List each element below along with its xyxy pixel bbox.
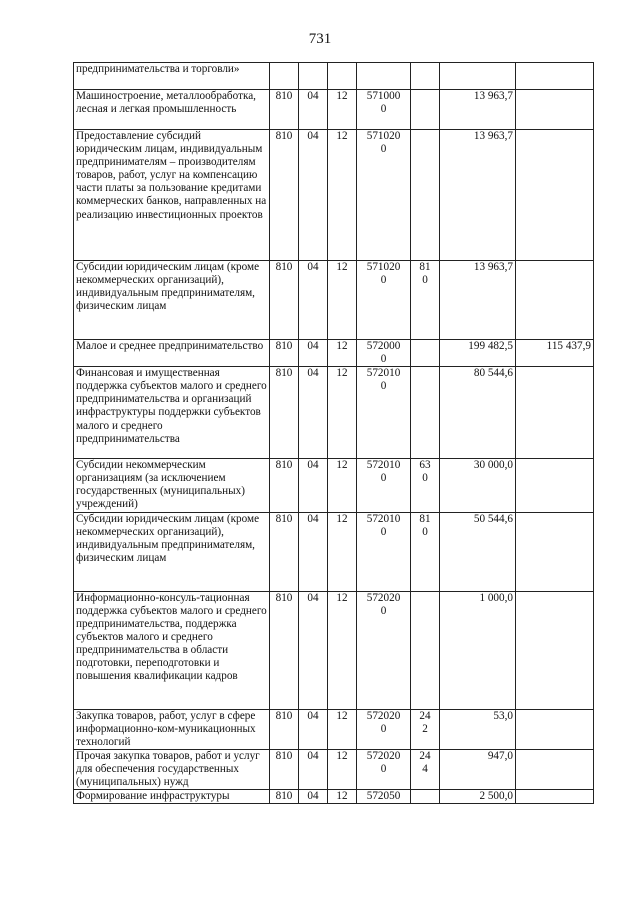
budget-table-body bbox=[74, 63, 594, 804]
table-row bbox=[74, 459, 594, 512]
admin-code-cell: 810 bbox=[270, 749, 299, 789]
expense-type-cell: 63 0 bbox=[411, 459, 440, 512]
section-cell: 04 bbox=[299, 261, 328, 340]
target-article-cell: 572010 0 bbox=[357, 367, 411, 459]
section-cell: 04 bbox=[299, 340, 328, 367]
table-row bbox=[74, 340, 594, 367]
amount-cell: 13 963,7 bbox=[440, 130, 516, 261]
row-name-cell: предпринимательства и торговли» bbox=[74, 63, 270, 90]
subsection-cell: 12 bbox=[328, 591, 357, 709]
row-name-cell: Субсидии юридическим лицам (кроме некоммерческих организаций), индивидуальным предпринимателям, физическим лицам bbox=[74, 261, 270, 340]
target-article-cell bbox=[357, 63, 411, 90]
subsection-cell: 12 bbox=[328, 340, 357, 367]
amount-2-cell bbox=[516, 63, 594, 90]
table-row bbox=[74, 790, 594, 804]
amount-2-cell bbox=[516, 790, 594, 804]
amount-cell: 13 963,7 bbox=[440, 261, 516, 340]
admin-code-cell: 810 bbox=[270, 790, 299, 804]
amount-cell: 199 482,5 bbox=[440, 340, 516, 367]
amount-cell: 1 000,0 bbox=[440, 591, 516, 709]
expense-type-cell bbox=[411, 130, 440, 261]
admin-code-cell: 810 bbox=[270, 459, 299, 512]
amount-2-cell bbox=[516, 709, 594, 749]
page-number: 731 bbox=[308, 31, 332, 47]
section-cell: 04 bbox=[299, 130, 328, 261]
section-cell: 04 bbox=[299, 591, 328, 709]
subsection-cell: 12 bbox=[328, 749, 357, 789]
target-article-cell: 571020 0 bbox=[357, 130, 411, 261]
amount-2-cell bbox=[516, 261, 594, 340]
table-row bbox=[74, 749, 594, 789]
subsection-cell: 12 bbox=[328, 130, 357, 261]
target-article-cell: 572000 0 bbox=[357, 340, 411, 367]
subsection-cell: 12 bbox=[328, 709, 357, 749]
amount-2-cell bbox=[516, 130, 594, 261]
target-article-cell: 572010 0 bbox=[357, 512, 411, 591]
section-cell: 04 bbox=[299, 709, 328, 749]
amount-2-cell bbox=[516, 749, 594, 789]
expense-type-cell: 24 2 bbox=[411, 709, 440, 749]
target-article-cell: 572020 0 bbox=[357, 591, 411, 709]
table-row bbox=[74, 512, 594, 591]
subsection-cell: 12 bbox=[328, 790, 357, 804]
expense-type-cell bbox=[411, 340, 440, 367]
expense-type-cell bbox=[411, 367, 440, 459]
expense-type-cell: 24 4 bbox=[411, 749, 440, 789]
table-row bbox=[74, 591, 594, 709]
section-cell: 04 bbox=[299, 512, 328, 591]
amount-cell: 50 544,6 bbox=[440, 512, 516, 591]
expense-type-cell bbox=[411, 790, 440, 804]
table-row bbox=[74, 130, 594, 261]
amount-2-cell bbox=[516, 367, 594, 459]
row-name-cell: Формирование инфраструктуры bbox=[74, 790, 270, 804]
table-row bbox=[74, 90, 594, 130]
table-row bbox=[74, 367, 594, 459]
admin-code-cell: 810 bbox=[270, 261, 299, 340]
target-article-cell: 572050 bbox=[357, 790, 411, 804]
subsection-cell: 12 bbox=[328, 512, 357, 591]
row-name-cell: Закупка товаров, работ, услуг в сфере информационно-ком-муникационных технологий bbox=[74, 709, 270, 749]
target-article-cell: 571020 0 bbox=[357, 261, 411, 340]
subsection-cell: 12 bbox=[328, 459, 357, 512]
amount-cell: 2 500,0 bbox=[440, 790, 516, 804]
row-name-cell: Машиностроение, металлообработка, лесная и легкая промышленность bbox=[74, 90, 270, 130]
row-name-cell: Финансовая и имущественная поддержка субъектов малого и среднего предпринимательства и организаций инфраструктуры поддержки субъектов малого и среднего предпринимательства bbox=[74, 367, 270, 459]
admin-code-cell bbox=[270, 63, 299, 90]
budget-table bbox=[73, 62, 594, 804]
section-cell: 04 bbox=[299, 367, 328, 459]
admin-code-cell: 810 bbox=[270, 709, 299, 749]
subsection-cell bbox=[328, 63, 357, 90]
row-name-cell: Субсидии юридическим лицам (кроме некоммерческих организаций), индивидуальным предпринимателям, физическим лицам bbox=[74, 512, 270, 591]
row-name-cell: Субсидии некоммерческим организациям (за исключением государственных (муниципальных) учреждений) bbox=[74, 459, 270, 512]
table-row bbox=[74, 63, 594, 90]
section-cell: 04 bbox=[299, 790, 328, 804]
target-article-cell: 571000 0 bbox=[357, 90, 411, 130]
table-row bbox=[74, 709, 594, 749]
amount-cell bbox=[440, 63, 516, 90]
subsection-cell: 12 bbox=[328, 261, 357, 340]
section-cell: 04 bbox=[299, 749, 328, 789]
admin-code-cell: 810 bbox=[270, 340, 299, 367]
expense-type-cell bbox=[411, 90, 440, 130]
expense-type-cell: 81 0 bbox=[411, 512, 440, 591]
target-article-cell: 572020 0 bbox=[357, 749, 411, 789]
row-name-cell: Прочая закупка товаров, работ и услуг для обеспечения государственных (муниципальных) нужд bbox=[74, 749, 270, 789]
row-name-cell: Предоставление субсидий юридическим лицам, индивидуальным предпринимателям – производителям товаров, работ, услуг на компенсацию части платы за пользование кредитами коммерческих банков, направленных на реализацию инвестиционных проектов bbox=[74, 130, 270, 261]
row-name-cell: Информационно-консуль-тационная поддержка субъектов малого и среднего предпринимательства, поддержка субъектов малого и среднего предпринимательства в области подготовки, переподготовки и повышения квалификации кадров bbox=[74, 591, 270, 709]
table-row bbox=[74, 261, 594, 340]
amount-cell: 30 000,0 bbox=[440, 459, 516, 512]
admin-code-cell: 810 bbox=[270, 130, 299, 261]
amount-cell: 53,0 bbox=[440, 709, 516, 749]
expense-type-cell: 81 0 bbox=[411, 261, 440, 340]
admin-code-cell: 810 bbox=[270, 512, 299, 591]
target-article-cell: 572020 0 bbox=[357, 709, 411, 749]
subsection-cell: 12 bbox=[328, 367, 357, 459]
target-article-cell: 572010 0 bbox=[357, 459, 411, 512]
amount-cell: 13 963,7 bbox=[440, 90, 516, 130]
admin-code-cell: 810 bbox=[270, 367, 299, 459]
amount-2-cell bbox=[516, 459, 594, 512]
section-cell bbox=[299, 63, 328, 90]
section-cell: 04 bbox=[299, 90, 328, 130]
amount-cell: 80 544,6 bbox=[440, 367, 516, 459]
subsection-cell: 12 bbox=[328, 90, 357, 130]
admin-code-cell: 810 bbox=[270, 90, 299, 130]
amount-2-cell bbox=[516, 512, 594, 591]
section-cell: 04 bbox=[299, 459, 328, 512]
amount-2-cell bbox=[516, 591, 594, 709]
amount-cell: 947,0 bbox=[440, 749, 516, 789]
amount-2-cell: 115 437,9 bbox=[516, 340, 594, 367]
amount-2-cell bbox=[516, 90, 594, 130]
expense-type-cell bbox=[411, 591, 440, 709]
row-name-cell: Малое и среднее предпринимательство bbox=[74, 340, 270, 367]
expense-type-cell bbox=[411, 63, 440, 90]
admin-code-cell: 810 bbox=[270, 591, 299, 709]
